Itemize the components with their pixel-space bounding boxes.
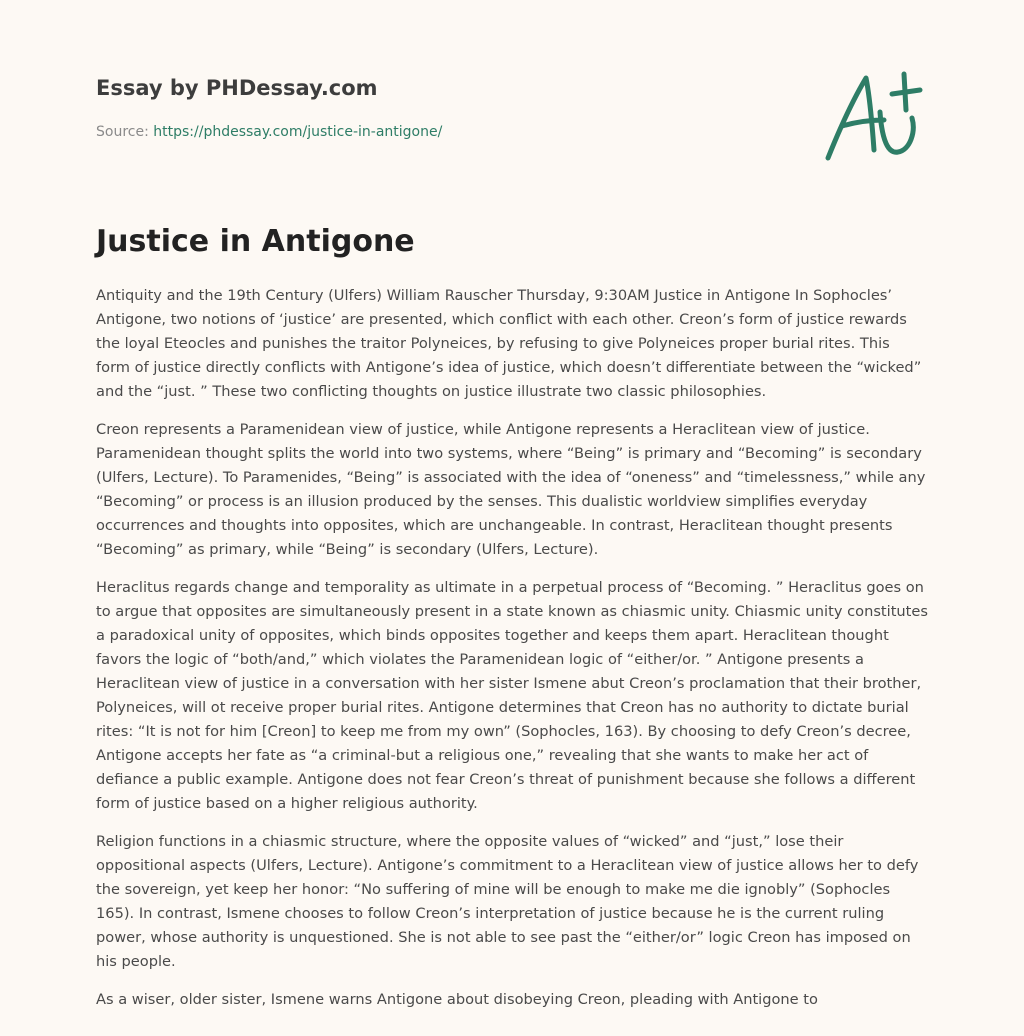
a-plus-grade-icon: [820, 66, 930, 166]
source-link[interactable]: https://phdessay.com/justice-in-antigone/: [153, 124, 443, 140]
source-line: [96, 124, 442, 140]
essay-paragraph: As a wiser, older sister, Ismene warns Antigone about disobeying Creon, pleading with Antigone to: [96, 991, 818, 1008]
essay-paragraph: Heraclitus regards change and temporality as ultimate in a perpetual process of “Becoming. ” Heraclitus goes on to argue that opposites are simultaneously present in a state known as chiasmic unity. Chiasmic unity constitutes a paradoxical unity of opposites, which binds opposites together and keeps them apart. Heraclitean thought favors the logic of “both/and,” which violates the Paramenidean logic of “either/or. ” Antigone presents a Heraclitean view of justice in a conversation with her sister Ismene abut Creon’s proclamation that their brother, Polyneices, will ot receive proper burial rites. Antigone determines that Creon has no authority to dictate burial rites: “It is not for him [Creon] to keep me from my own” (Sophocles, 163). By choosing to defy Creon’s decree, Antigone accepts her fate as “a criminal-but a religious one,” revealing that she wants to make her act of defiance a public example. Antigone does not fear Creon’s threat of punishment because she follows a different form of justice based on a higher religious authority.: [96, 579, 928, 812]
source-label: Source:: [96, 124, 154, 140]
essay-body: [96, 284, 928, 1026]
essay-paragraph: Creon represents a Paramenidean view of justice, while Antigone represents a Heraclitean view of justice. Paramenidean thought splits the world into two systems, where “Being” is primary and “Becoming” is secondary (Ulfers, Lecture). To Paramenides, “Being” is associated with the idea of “oneness” and “timelessness,” while any “Becoming” or process is an illusion produced by the senses. This dualistic worldview simplifies everyday occurrences and thoughts into opposites, which are unchangeable. In contrast, Heraclitean thought presents “Becoming” as primary, while “Being” is secondary (Ulfers, Lecture).: [96, 421, 926, 558]
essay-paragraph: Religion functions in a chiasmic structure, where the opposite values of “wicked” and “just,” lose their oppositional aspects (Ulfers, Lecture). Antigone’s commitment to a Heraclitean view of justice allows her to defy the sovereign, yet keep her honor: “No suffering of mine will be enough to make me die ignobly” (Sophocles 165). In contrast, Ismene chooses to follow Creon’s interpretation of justice because he is the current ruling power, whose authority is unquestioned. She is not able to see past the “either/or” logic Creon has imposed on his people.: [96, 833, 919, 970]
brand-title: Essay by PHDessay.com: [96, 76, 378, 100]
essay-title: Justice in Antigone: [96, 224, 415, 259]
essay-paragraph: Antiquity and the 19th Century (Ulfers) William Rauscher Thursday, 9:30AM Justice in Antigone In Sophocles’ Antigone, two notions of ‘justice’ are presented, which conflict with each other. Creon’s form of justice rewards the loyal Eteocles and punishes the traitor Polyneices, by refusing to give Polyneices proper burial rites. This form of justice directly conflicts with Antigone’s idea of justice, which doesn’t differentiate between the “wicked” and the “just. ” These two conflicting thoughts on justice illustrate two classic philosophies.: [96, 287, 922, 400]
